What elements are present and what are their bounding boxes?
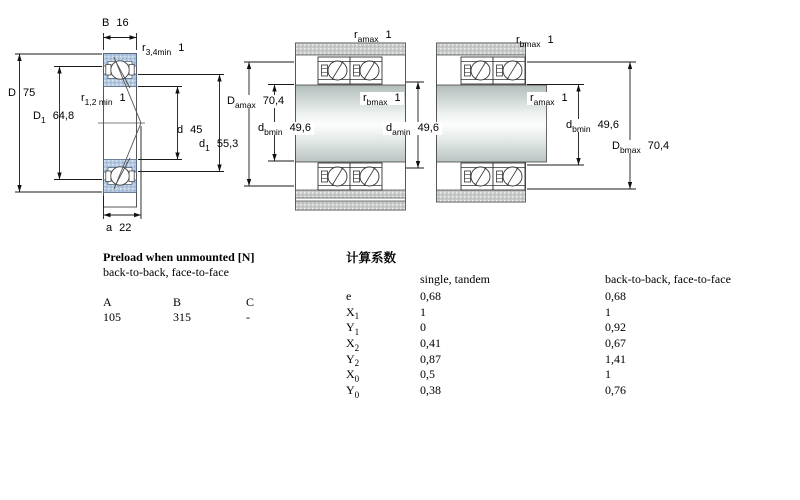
factor-value: 0,87 — [420, 351, 441, 366]
factors-col2-header: back-to-back, face-to-face — [605, 272, 731, 286]
factor-symbol: $X_2$ — [346, 336, 360, 353]
factor-value: 1,41 — [605, 351, 626, 366]
dim-label-a: a 22 — [106, 222, 132, 234]
housing-shoulder-bottom — [437, 190, 526, 202]
factor-symbol: e — [346, 289, 352, 303]
factor-row — [346, 289, 745, 305]
preload-subtitle: back-to-back, face-to-face — [103, 265, 229, 279]
factor-value: 0 — [420, 320, 426, 335]
factors-title: 计算系数 — [346, 250, 397, 265]
factor-value: 0,92 — [605, 320, 626, 335]
dim-label-dbmin-2: $d_{bmin}$ 49,6 — [563, 119, 622, 132]
preload-value-row — [103, 310, 306, 325]
factor-value: 1 — [420, 304, 426, 319]
preload-header-row — [103, 295, 306, 310]
factor-value: 0,67 — [605, 336, 626, 351]
dim-label-rbmax: $r_{bmax}$ 1 — [360, 92, 404, 105]
housing-shoulder-bottom — [296, 190, 406, 198]
factor-symbol: $X_0$ — [346, 367, 360, 384]
factor-value: 1 — [605, 304, 611, 319]
preload-value: 105 — [103, 310, 121, 324]
dim-label-r12min: $r_{1,2 min}$ 1 — [81, 92, 126, 107]
dim-label-D1: $D_1$ 64,8 — [33, 110, 75, 125]
factor-value: 0,76 — [605, 383, 626, 398]
dim-label-Damax: $D_{amax}$ 70,4 — [224, 95, 287, 108]
housing-shoulder-top — [437, 43, 526, 55]
dim-label-Dbmax: $D_{bmax}$ 70,4 — [609, 140, 672, 153]
factor-value: 0,5 — [420, 367, 435, 382]
factor-row — [346, 336, 745, 352]
dim-label-d1: $d_1$ 55,3 — [199, 138, 239, 153]
factor-row — [346, 352, 745, 368]
dim-label-D: D 75 — [8, 87, 36, 99]
factor-value: 1 — [605, 367, 611, 382]
factor-row — [346, 383, 745, 399]
dim-label-d: d 45 — [177, 124, 203, 136]
factor-value: 0,38 — [420, 383, 441, 398]
factor-row — [346, 367, 745, 383]
preload-table — [103, 250, 306, 325]
dim-label-B: B 16 — [102, 17, 129, 29]
dim-label-rbmax-2: $r_{bmax}$ 1 — [516, 34, 554, 49]
dim-label-r34min: $r_{3,4min}$ 1 — [142, 42, 185, 57]
dim-label-ramax-2: $r_{amax}$ 1 — [527, 92, 571, 105]
factor-symbol: $Y_2$ — [346, 351, 360, 369]
factor-value: 0,68 — [420, 289, 441, 303]
dim-label-damin: $d_{amin}$ 49,6 — [383, 122, 442, 135]
factor-symbol: $Y_0$ — [346, 383, 360, 400]
housing-shoulder-top — [296, 43, 406, 55]
preload-col-header: C — [246, 295, 255, 309]
preload-col-header: A — [103, 295, 112, 309]
preload-value: 315 — [173, 310, 191, 324]
preload-title: Preload when unmounted [N] — [103, 250, 255, 264]
preload-col-header: B — [173, 295, 182, 309]
factor-symbol: $X_1$ — [346, 304, 360, 322]
factors-header-row — [346, 272, 745, 289]
calculation-factors-table — [346, 250, 745, 399]
factor-value: 0,68 — [605, 289, 626, 303]
dim-label-dbmin: $d_{bmin}$ 49,6 — [255, 122, 314, 135]
factor-value: 0,41 — [420, 336, 441, 351]
factors-col1-header: single, tandem — [420, 272, 490, 286]
factor-row — [346, 320, 745, 336]
preload-value: - — [246, 310, 250, 324]
factor-row — [346, 305, 745, 321]
factor-symbol: $Y_1$ — [346, 320, 360, 337]
dim-label-ramax: $r_{amax}$ 1 — [354, 29, 392, 44]
